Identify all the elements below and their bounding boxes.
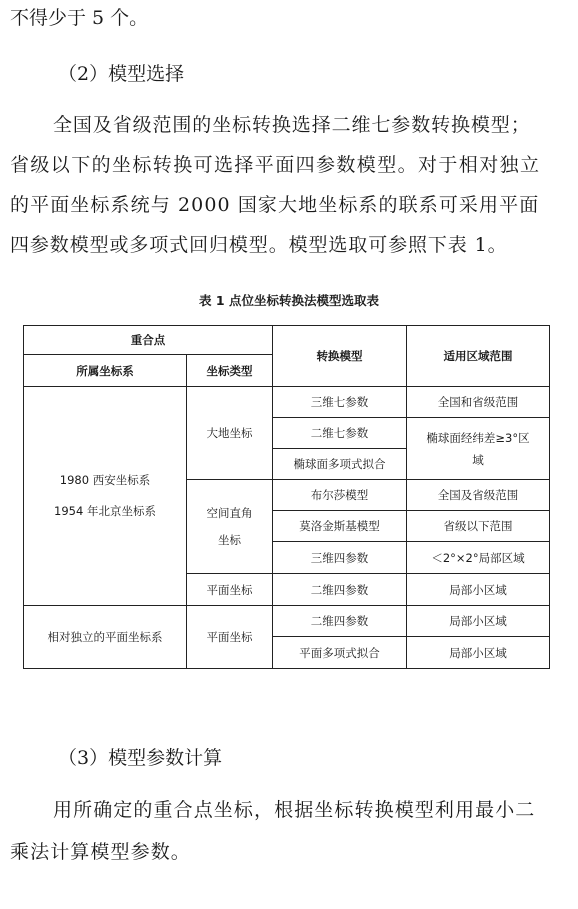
paragraph-1-line-4: 四参数模型或多项式回归模型。模型选取可参照下表 1。: [10, 234, 508, 256]
model-cell: 三维七参数: [273, 387, 407, 418]
region-cell: 省级以下范围: [407, 511, 550, 542]
model-cell: 二维四参数: [273, 606, 407, 637]
coord-type-cell: [187, 480, 273, 574]
region-cell: 局部小区域: [407, 574, 550, 606]
header-coord-system: 所属坐标系: [24, 355, 187, 387]
paragraph-2-line-2: 乘法计算模型参数。: [10, 841, 191, 863]
coord-system-line-1: 1980 西安坐标系: [59, 473, 151, 487]
header-model: 转换模型: [273, 326, 407, 387]
model-cell: 二维四参数: [273, 574, 407, 606]
coord-type-line-2: 坐标: [218, 532, 241, 547]
paragraph-1-line-1: 全国及省级范围的坐标转换选择二维七参数转换模型；: [53, 114, 531, 136]
header-region: 适用区域范围: [407, 326, 550, 387]
paragraph-2-line-1: 用所确定的重合点坐标，根据坐标转换模型利用最小二: [53, 799, 536, 821]
table-row: [24, 387, 550, 418]
top-line: 不得少于 5 个。: [10, 7, 149, 29]
table-row: [24, 606, 550, 637]
header-coord-type: 坐标类型: [187, 355, 273, 387]
coord-type-cell: 平面坐标: [187, 574, 273, 606]
region-cell: 局部小区域: [407, 637, 550, 669]
model-selection-table: [23, 325, 550, 669]
model-cell: 三维四参数: [273, 542, 407, 574]
section-3-heading: （3）模型参数计算: [58, 747, 223, 769]
coord-type-cell: 平面坐标: [187, 606, 273, 669]
section-2-heading: （2）模型选择: [58, 63, 185, 85]
coord-system-cell: [24, 387, 187, 606]
region-cell: 全国及省级范围: [407, 480, 550, 511]
coord-type-line-1: 空间直角: [206, 505, 253, 520]
model-cell: 椭球面多项式拟合: [273, 449, 407, 480]
model-cell: 布尔莎模型: [273, 480, 407, 511]
model-cell: 二维七参数: [273, 418, 407, 449]
table-caption: 表 1 点位坐标转换法模型选取表: [199, 293, 379, 308]
region-cell: 局部小区域: [407, 606, 550, 637]
model-cell: 莫洛金斯基模型: [273, 511, 407, 542]
region-cell: 全国和省级范围: [407, 387, 550, 418]
coord-type-cell: 大地坐标: [187, 387, 273, 480]
region-cell: 椭球面经纬差≥3°区域: [407, 418, 550, 480]
header-coincident-points: 重合点: [24, 326, 273, 355]
coord-system-line-2: 1954 年北京坐标系: [54, 504, 156, 518]
paragraph-1-line-3: 的平面坐标系统与 2000 国家大地坐标系的联系可采用平面: [10, 194, 540, 216]
table-header-row: [24, 326, 550, 355]
coord-system-cell: 相对独立的平面坐标系: [24, 606, 187, 669]
region-cell: ＜2°×2°局部区域: [407, 542, 550, 574]
paragraph-1-line-2: 省级以下的坐标转换可选择平面四参数模型。对于相对独立: [10, 154, 541, 176]
model-cell: 平面多项式拟合: [273, 637, 407, 669]
